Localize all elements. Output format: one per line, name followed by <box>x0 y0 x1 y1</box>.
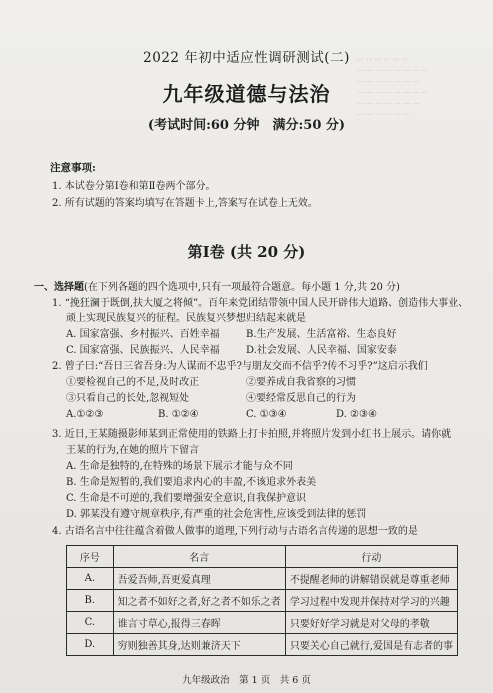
q4-stem: 4. 古语名言中往往蕴含着做人做事的道理,下列行动与古语名言传递的思想一致的是 <box>52 526 418 537</box>
q3-option-c: C. 生命是不可逆的,我们要增强安全意识,自我保护意识 <box>66 493 307 504</box>
exam-title: 2022 年初中适应性调研测试(二) <box>143 50 350 66</box>
q2-option-a: A.①②③ <box>66 409 104 420</box>
section-instruction-text: (在下列各题的四个选项中,只有一项最符合题意。每小题 1 分,共 20 分) <box>84 282 400 293</box>
subject-title: 九年级道德与法治 <box>162 82 331 106</box>
notice-item-1: 1. 本试卷分第Ⅰ卷和第Ⅱ卷两个部分。 <box>52 181 216 192</box>
section-instructions <box>34 281 400 294</box>
table-cell-index: C. <box>67 612 114 634</box>
q1-option-c: C. 国家富强、民族振兴、人民幸福 <box>66 345 220 356</box>
table-cell-index: B. <box>67 590 114 612</box>
q3-stem-line1: 3. 近日,王某随摄影师某到正常使用的铁路上打卡拍照,并将照片发到小红书上展示。请你就 <box>52 429 452 440</box>
table-row <box>67 590 458 612</box>
q2-item-1: ①要检视自己的不足,及时改正 <box>66 377 200 388</box>
q2-stem: 2. 曾子曰:“吾日三省吾身:为人谋而不忠乎?与朋友交而不信乎?传不习乎?”这启示我们 <box>52 361 428 372</box>
q4-table <box>66 545 458 656</box>
q3-option-b: B. 生命是短暂的,我们要追求内心的丰盈,不该追求外表美 <box>66 477 317 488</box>
table-row <box>67 568 458 590</box>
section-title: 第Ⅰ卷 (共 20 分) <box>187 243 306 261</box>
table-header-index: 序号 <box>67 546 114 568</box>
table-cell-quote: 谁言寸草心,报得三春晖 <box>113 612 285 634</box>
bleed-through-text: ▭ ▭ ▭ ▭ ▭ ▭ — — — — — — — — — — — — — — — — — — — — — — — — — — — — — — — — — — — — <box>357 55 429 118</box>
table-cell-action: 不提醒老师的讲解错误就是尊重老师 <box>285 568 457 590</box>
q2-item-4: ④要经常反思自己的行为 <box>246 393 356 404</box>
table-cell-action: 只要好好学习就是对父母的孝敬 <box>285 612 457 634</box>
q3-option-d: D. 郭某没有遵守规章秩序,有严重的社会危害性,应该受到法律的惩罚 <box>66 509 367 520</box>
section-label: 一、选择题 <box>34 282 84 293</box>
q1-option-d: D.社会发展、人民幸福、国家安泰 <box>246 345 397 356</box>
q2-item-2: ②要养成自我省察的习惯 <box>246 377 356 388</box>
q2-item-3: ③只看自己的长处,忽视短处 <box>66 393 190 404</box>
notice-item-2: 2. 所有试题的答案均填写在答题卡上,答案写在试卷上无效。 <box>52 198 318 209</box>
q3-stem-line2: 王某的行为,在她的照片下留言 <box>66 445 200 456</box>
q1-option-a: A. 国家富强、乡村振兴、百姓幸福 <box>66 329 220 340</box>
table-cell-index: D. <box>67 634 114 656</box>
table-header-quote: 名言 <box>113 546 285 568</box>
q2-option-c: C. ①③④ <box>246 409 287 420</box>
q1-stem-line1: 1. “挽狂澜于既倒,扶大厦之将倾”。百年来党团结带领中国人民开辟伟大道路、创造伟大事业、 <box>52 298 469 309</box>
q1-stem-line2: 顽上实现民族复兴的征程。民族复兴梦想归结起来就是 <box>66 313 306 324</box>
table-cell-action: 学习过程中发现并保持对学习的兴趣 <box>285 590 457 612</box>
table-cell-quote: 知之者不如好之者,好之者不如乐之者 <box>113 590 285 612</box>
table-cell-quote: 吾爱吾师,吾更爱真理 <box>113 568 285 590</box>
notice-heading: 注意事项: <box>50 162 96 174</box>
q2-option-b: B. ①②④ <box>158 409 199 420</box>
table-row <box>67 612 458 634</box>
q2-option-d: D. ②③④ <box>336 409 377 420</box>
q1-option-b: B.生产发展、生活富裕、生态良好 <box>246 329 397 340</box>
q3-option-a: A. 生命是独特的,在特殊的场景下展示才能与众不同 <box>66 461 293 472</box>
table-cell-action: 只要关心自己就行,爱国是有志者的事 <box>285 634 457 656</box>
time-score-line: (考试时间:60 分钟 满分:50 分) <box>147 118 346 133</box>
table-row <box>67 634 458 656</box>
page-footer: 九年级政治 第 1 页 共 6 页 <box>182 675 311 686</box>
table-header-row <box>67 546 458 568</box>
table-cell-index: A. <box>67 568 114 590</box>
table-cell-quote: 穷则独善其身,达则兼济天下 <box>113 634 285 656</box>
table-header-action: 行动 <box>285 546 457 568</box>
